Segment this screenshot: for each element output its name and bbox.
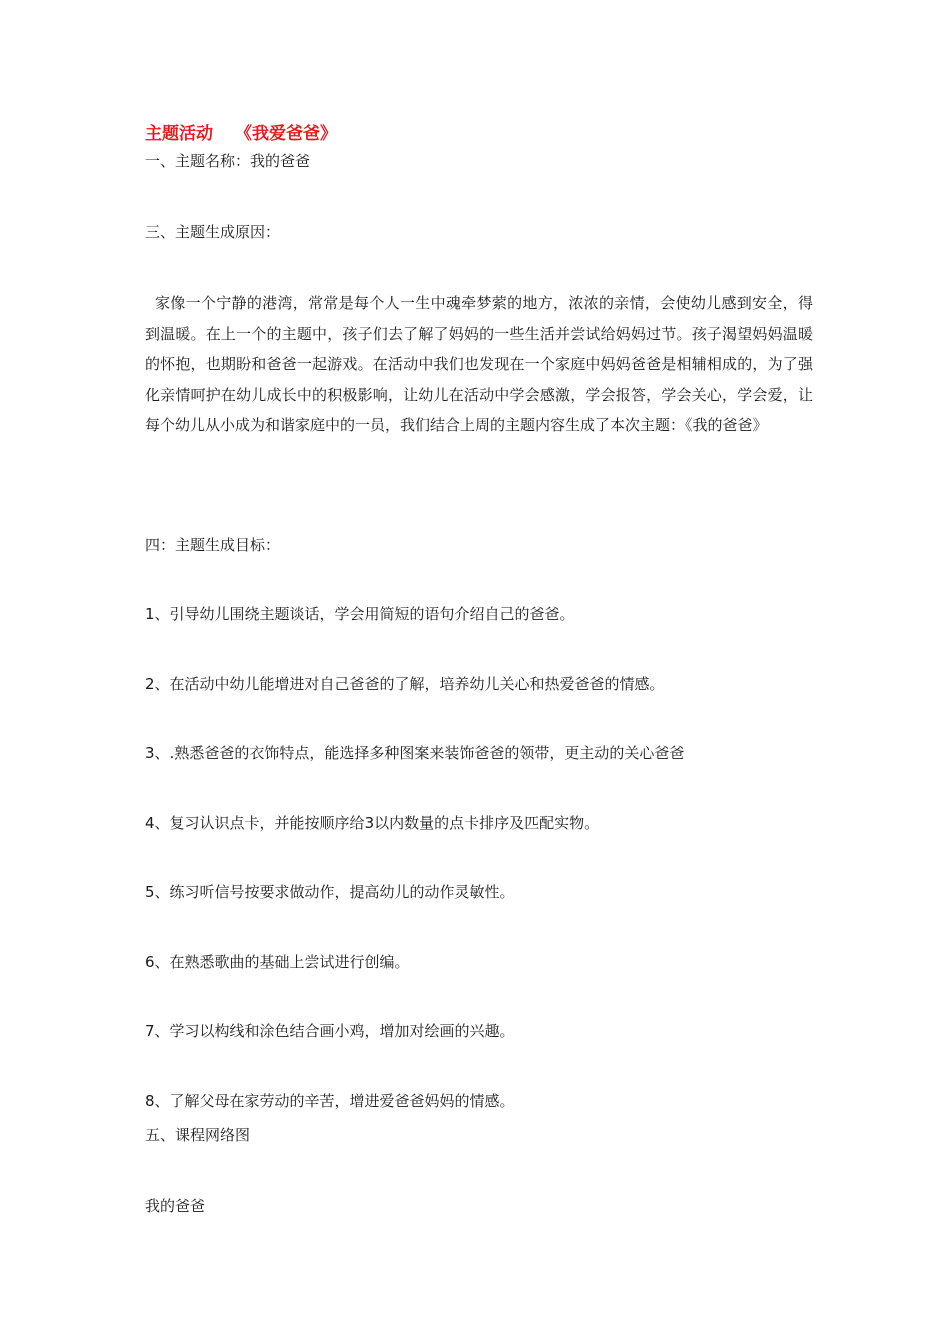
goal-item-1: [145, 604, 575, 624]
goal-text-cont: 以内数量的点卡排序及匹配实物。: [374, 814, 600, 832]
goal-number: 7: [145, 1022, 155, 1040]
goal-text: 、练习听信号按要求做动作，提高幼儿的动作灵敏性。: [154, 883, 515, 901]
section-reason-body: 家像一个宁静的港湾，常常是每个人一生中魂牵梦萦的地方，浓浓的亲情，会使幼儿感到安全，得到温暖。在上一个的主题中，孩子们去了解了妈妈的一些生活并尝试给妈妈过节。孩子渴望妈妈温暖的怀抱，也期盼和爸爸一起游戏。在活动中我们也发现在一个家庭中妈妈爸爸是相辅相成的，为了强化亲情呵护在幼儿成长中的积极影响，让幼儿在活动中学会感激，学会报答，学会关心，学会爱，让每个幼儿从小成为和谐家庭中的一员，我们结合上周的主题内容生成了本次主题：《我的爸爸》: [145, 294, 813, 435]
section-goals-heading: 四：主题生成目标：: [145, 536, 281, 554]
document-title: [145, 124, 337, 144]
goal-item-3: [145, 743, 684, 763]
section-theme-name: 一、主题名称：我的爸爸: [145, 152, 311, 170]
title-main: 主题活动: [145, 124, 213, 144]
goal-number: 6: [145, 953, 155, 971]
goal-count: 3: [364, 814, 375, 832]
goal-text: 、.熟悉爸爸的衣饰特点，能选择多种图案来装饰爸爸的领带，更主动的关心爸爸: [154, 744, 685, 762]
goal-number: 2: [145, 675, 155, 693]
goal-text: 、了解父母在家劳动的辛苦，增进爱爸爸妈妈的情感。: [154, 1092, 515, 1110]
goal-item-4: [145, 813, 599, 833]
network-root-label: 我的爸爸: [145, 1197, 206, 1215]
goal-number: 5: [145, 883, 155, 901]
goal-item-8: [145, 1091, 515, 1111]
title-book: 《我爱爸爸》: [235, 124, 337, 144]
section-network-heading: 五、课程网络图: [145, 1126, 251, 1144]
goal-item-2: [145, 674, 665, 694]
section-reason-heading: 三、主题生成原因：: [145, 223, 281, 241]
goal-number: 1: [145, 605, 155, 623]
goal-text: 、在活动中幼儿能增进对自己爸爸的了解，培养幼儿关心和热爱爸爸的情感。: [154, 675, 665, 693]
goal-text: 、学习以构线和涂色结合画小鸡，增加对绘画的兴趣。: [154, 1022, 515, 1040]
goal-item-6: [145, 952, 410, 972]
goal-number: 4: [145, 814, 155, 832]
goal-text: 、复习认识点卡，并能按顺序给: [154, 814, 365, 832]
goal-item-5: [145, 882, 515, 902]
goal-text: 、引导幼儿围绕主题谈话，学会用简短的语句介绍自己的爸爸。: [154, 605, 575, 623]
goal-item-7: [145, 1021, 515, 1041]
goal-text: 、在熟悉歌曲的基础上尝试进行创编。: [154, 953, 410, 971]
goal-number: 3: [145, 744, 155, 762]
goal-number: 8: [145, 1092, 155, 1110]
